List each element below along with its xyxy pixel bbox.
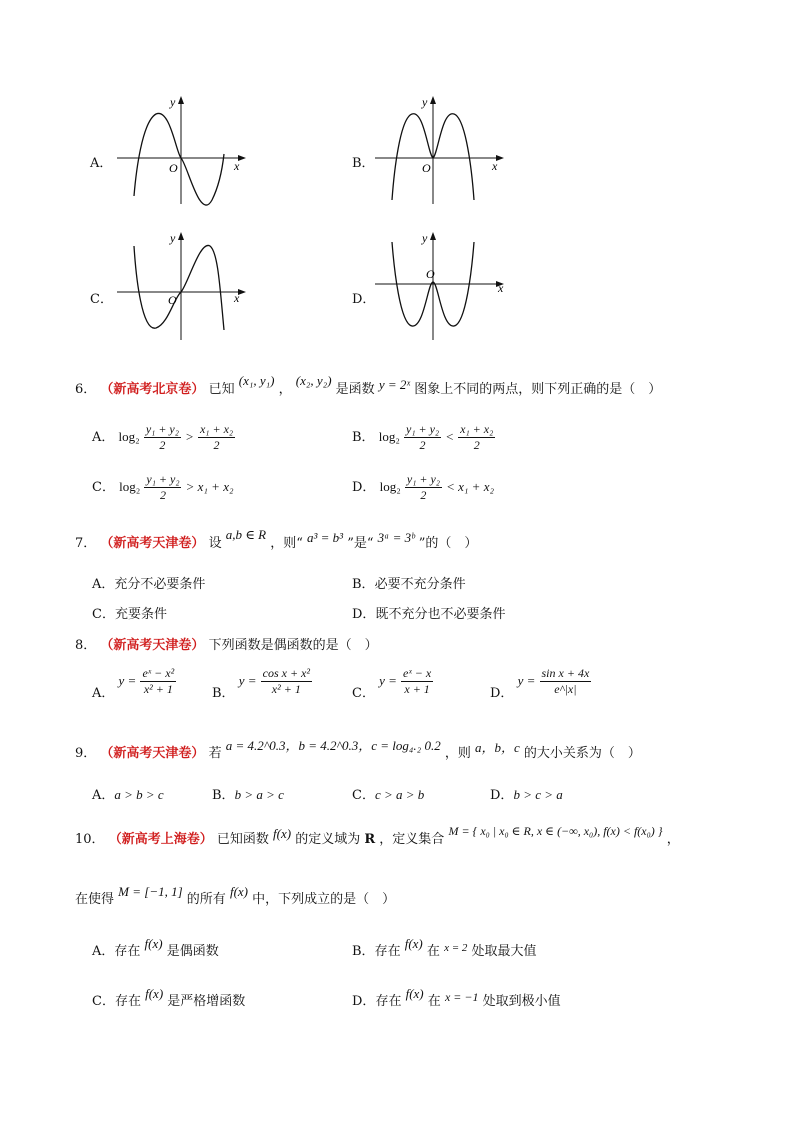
q6-option-d[interactable]	[352, 472, 494, 503]
stem-text: ，	[666, 832, 680, 847]
stem-text: 的定义域为	[295, 832, 361, 847]
axis-x-label: x	[498, 281, 504, 295]
question-number: 9．	[75, 746, 97, 761]
origin-label: O	[422, 161, 431, 175]
function-fx: f(x)	[405, 986, 424, 1001]
set-expression: a,b ∈ R	[225, 527, 267, 542]
option-label: C．	[352, 686, 375, 701]
q7-option-b[interactable]	[352, 573, 466, 592]
question-8-stem	[75, 634, 378, 653]
stem-text: 是函数	[335, 382, 375, 397]
axis-y-label: y	[170, 95, 176, 109]
m-equals: M = [−1, 1]	[118, 884, 183, 899]
q6-option-c[interactable]	[92, 472, 234, 503]
log-base: log₂	[119, 479, 141, 494]
axis-y-label: y	[422, 95, 428, 109]
q10-option-a[interactable]: A．存在 f(x) 是偶函数	[92, 936, 219, 959]
question-10-stem-line2	[75, 884, 396, 907]
option-label: C．	[92, 607, 115, 622]
option-c-label: C．	[90, 292, 113, 307]
stem-text: 已知	[208, 382, 235, 397]
point-2: (x₂, y₂)	[295, 373, 332, 388]
log-base: log₂	[378, 429, 400, 444]
question-number: 10．	[75, 832, 105, 847]
function-formula: y = 2ˣ	[378, 377, 411, 392]
source-tag: （新高考北京卷）	[100, 382, 205, 397]
option-label: A．	[92, 577, 115, 592]
stem-text: 的大小关系为（ ）	[523, 746, 641, 761]
log-base: log₂	[379, 479, 401, 494]
fraction: $\frac{\text{x₁ + x₂}}{2}$	[460, 422, 494, 452]
stem-text: 下列函数是偶函数的是（ ）	[208, 638, 378, 653]
stem-text: ”的（ ）	[418, 536, 478, 551]
stem-text: ，则	[444, 746, 471, 761]
stem-text: ，定义集合	[379, 832, 445, 847]
q7-option-c[interactable]	[92, 603, 167, 622]
fraction: $\frac{\text{y₁ + y₂}}{2}$	[406, 422, 440, 452]
q9-option-a[interactable]	[92, 784, 164, 803]
stem-text: 设	[208, 536, 222, 551]
option-label: B．	[352, 430, 375, 445]
option-label: A．	[92, 686, 115, 701]
condition: x = −1	[444, 990, 479, 1004]
option-label: C．	[352, 788, 375, 803]
source-tag: （新高考上海卷）	[108, 832, 213, 847]
origin-label: O	[168, 293, 177, 307]
q9-option-b[interactable]	[212, 784, 284, 803]
relation-rhs: < x₁ + x₂	[446, 479, 494, 494]
log-base: log₂	[118, 429, 140, 444]
q8-option-c[interactable]	[352, 666, 433, 701]
value-definitions: a = 4.2^0.3，b = 4.2^0.3，c = log₄.₂ 0.2	[225, 738, 441, 753]
option-d-label: D．	[352, 292, 376, 307]
stem-text: 已知函数	[216, 832, 269, 847]
q9-option-c[interactable]	[352, 784, 424, 803]
origin-label: O	[169, 161, 178, 175]
q8-option-b[interactable]	[212, 666, 312, 701]
stem-text: ，则“	[270, 536, 303, 551]
q10-option-d[interactable]: D．存在 f(x) 在 x = −1 处取到极小值	[352, 986, 561, 1009]
graph-a	[112, 92, 252, 207]
question-9-stem	[75, 738, 641, 761]
question-10-stem	[75, 824, 680, 847]
lhs: y =	[238, 673, 257, 688]
condition-2: 3ᵃ = 3ᵇ	[377, 530, 415, 545]
question-6-stem	[75, 373, 662, 397]
source-tag: （新高考天津卷）	[100, 638, 205, 653]
graph-d	[370, 228, 510, 343]
question-7-stem	[75, 527, 478, 551]
q6-option-b[interactable]	[352, 422, 495, 453]
function-fx: f(x)	[144, 936, 163, 951]
q7-option-d[interactable]	[352, 603, 505, 622]
set-m-definition: M = { x₀ | x₀ ∈ R, x ∈ (−∞, x₀), f(x) < f(x₀) }	[448, 824, 663, 838]
option-text: 充分不必要条件	[114, 577, 206, 592]
option-label: C．	[92, 480, 115, 495]
fraction: $\frac{\text{y₁ + y₂}}{2}$	[145, 422, 179, 452]
condition-1: a³ = b³	[307, 530, 344, 545]
option-text: a > b > c	[114, 787, 164, 802]
function-fx: f(x)	[273, 826, 292, 841]
q9-option-d[interactable]	[490, 784, 563, 803]
option-label: D．	[352, 480, 376, 495]
option-b-label: B．	[352, 156, 375, 171]
origin-label: O	[426, 267, 435, 281]
fraction: $\frac{\text{eˣ − x}}{x + 1}$	[403, 666, 432, 696]
axis-x-label: x	[492, 159, 498, 173]
relation: >	[185, 429, 194, 444]
q6-option-a[interactable]	[92, 422, 235, 453]
function-fx: f(x)	[145, 986, 164, 1001]
fraction: $\frac{\text{sin x + 4x}}{e\^{}|x|}$	[541, 666, 590, 696]
relation-rhs: > x₁ + x₂	[185, 479, 234, 494]
option-label: B．	[352, 577, 375, 592]
fraction: $\frac{\text{x₁ + x₂}}{2}$	[199, 422, 234, 452]
stem-text: 的所有	[186, 892, 226, 907]
q8-option-a[interactable]	[92, 666, 176, 701]
fraction: $\frac{\text{y₁ + y₂}}{2}$	[406, 472, 440, 502]
function-fx: f(x)	[404, 936, 423, 951]
q10-option-c[interactable]: C．存在 f(x) 是严格增函数	[92, 986, 246, 1009]
option-text: c > a > b	[374, 787, 425, 802]
option-label: D．	[490, 686, 514, 701]
condition: x = 2	[444, 942, 468, 954]
graph-c	[112, 228, 252, 343]
option-text: b > a > c	[234, 787, 284, 802]
option-label: A．	[92, 944, 115, 959]
option-label: B．	[212, 686, 235, 701]
fraction: $\frac{\text{eˣ − x²}}{\text{x² + 1}}$	[142, 666, 175, 696]
question-number: 7．	[75, 536, 97, 551]
point-1: (x₁, y₁)	[238, 373, 275, 388]
graph-b	[370, 92, 510, 207]
q7-option-a[interactable]	[92, 573, 205, 592]
lhs: y =	[379, 673, 397, 688]
q10-option-b[interactable]: B．存在 f(x) 在 $^{x = 2}$ 处取最大值	[352, 936, 537, 959]
option-text: 充要条件	[114, 607, 167, 622]
source-tag: （新高考天津卷）	[100, 536, 205, 551]
option-label: A．	[92, 430, 115, 445]
stem-text: 在使得	[75, 892, 115, 907]
option-text: 既不充分也不必要条件	[375, 607, 506, 622]
option-label: B．	[352, 944, 375, 959]
real-set: R	[364, 832, 376, 847]
option-a-label: A．	[90, 156, 113, 171]
relation: <	[445, 429, 455, 444]
lhs: y =	[517, 673, 536, 688]
separator: ，	[278, 382, 292, 397]
axis-y-label: y	[170, 231, 176, 245]
option-label: A．	[92, 788, 115, 803]
stem-text: 若	[208, 746, 222, 761]
source-tag: （新高考天津卷）	[100, 746, 205, 761]
function-fx: f(x)	[229, 884, 248, 899]
stem-text: ”是“	[347, 536, 374, 551]
axis-x-label: x	[234, 291, 240, 305]
question-number: 8．	[75, 638, 97, 653]
stem-text: 中，下列成立的是（ ）	[252, 892, 396, 907]
option-text: 必要不充分条件	[374, 577, 466, 592]
option-label: B．	[212, 788, 235, 803]
stem-text: 图象上不同的两点，则下列正确的是（ ）	[414, 382, 662, 397]
q8-option-d[interactable]	[490, 666, 591, 701]
variables: a，b，c	[475, 740, 520, 755]
axis-x-label: x	[234, 159, 240, 173]
option-text: b > c > a	[513, 787, 563, 802]
question-number: 6．	[75, 382, 97, 397]
fraction: $\frac{\text{y₁ + y₂}}{2}$	[146, 472, 180, 502]
fraction: $\frac{\text{cos x + x²}}{\text{x² + 1}}$	[262, 666, 310, 696]
axis-y-label: y	[422, 231, 428, 245]
option-label: C．	[92, 994, 115, 1009]
option-label: D．	[490, 788, 514, 803]
option-label: D．	[352, 994, 376, 1009]
option-label: D．	[352, 607, 376, 622]
lhs: y =	[118, 673, 137, 688]
